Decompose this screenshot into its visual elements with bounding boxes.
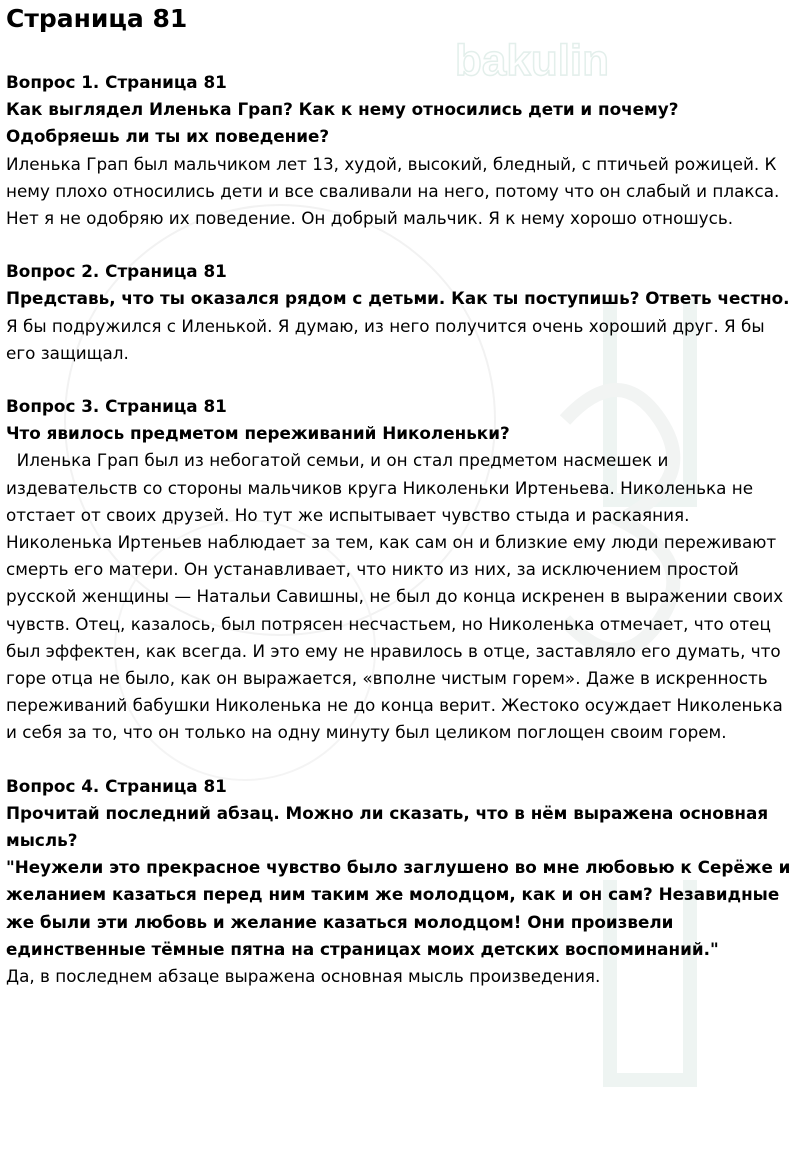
question-block-1 [6,69,794,232]
question-block-4 [6,773,794,991]
question-block-3 [6,393,794,747]
answer-text: Иленька Грап был из небогатой семьи, и он стал предметом насмешек и издевательств со стороны мальчиков круга Николеньки Иртеньева. Николенька не отстает от своих друзей. Но тут же испытывает чувство стыда и раскаяния. Николенька Иртеньев наблюдает за тем, как сам он и близкие ему люди переживают смерть его матери. Он устанавливает, что никто из них, за исключением простой русской женщины — Натальи Савишны, не был до конца искренен в выражении своих чувств. Отец, казалось, был потрясен несчастьем, но Николенька отмечает, что отец был эффектен, как всегда. И это ему не нравилось в отце, заставляло его думать, что горе отца не было, как он выражается, «вполне чистым горем». Даже в искренность переживаний бабушки Николенька не до конца верит. Жестоко осуждает Николенька и себя за то, что он только на одну минуту был целиком поглощен своим горем. [6,450,789,743]
question-text: Что явилось предметом переживаний Николеньки? [6,423,510,444]
answer-text: Я бы подружился с Иленькой. Я думаю, из него получится очень хороший друг. Я бы его защищал. [6,315,765,363]
question-block-2 [6,258,794,367]
question-heading: Вопрос 1. Страница 81 [6,72,227,92]
question-heading: Вопрос 2. Страница 81 [6,261,227,282]
question-text: Прочитай последний абзац. Можно ли сказать, что в нём выражена основная мысль? [6,802,769,851]
question-text: Представь, что ты оказался рядом с детьми. Как ты поступишь? Ответь честно. [6,288,790,309]
watermark-text: bakulin [455,36,610,85]
quoted-passage: "Неужели это прекрасное чувство было заглушено во мне любовью к Серёже и желанием казаться перед ним таким же молодцом, как и он сам? Незавидные же были эти любовь и желание казаться молодцом! Они произвели единственные тёмные пятна на страницах моих детских воспоминаний." [6,857,791,959]
question-text: Одобряешь ли ты их поведение? [6,126,330,147]
question-text: Как выглядел Иленька Грап? Как к нему относились дети и почему? [6,99,679,120]
answer-text: Иленька Грап был мальчиком лет 13, худой, высокий, бледный, с птичьей рожицей. К нему плохо относились дети и все сваливали на него, потому что он слабый и плакса. Нет я не одобряю их поведение. Он добрый мальчик. Я к нему хорошо отношусь. [6,153,780,229]
answer-text: Да, в последнем абзаце выражена основная мысль произведения. [6,966,601,987]
page-title: Страница 81 [6,4,188,33]
question-heading: Вопрос 4. Страница 81 [6,775,227,796]
question-heading: Вопрос 3. Страница 81 [6,396,227,417]
